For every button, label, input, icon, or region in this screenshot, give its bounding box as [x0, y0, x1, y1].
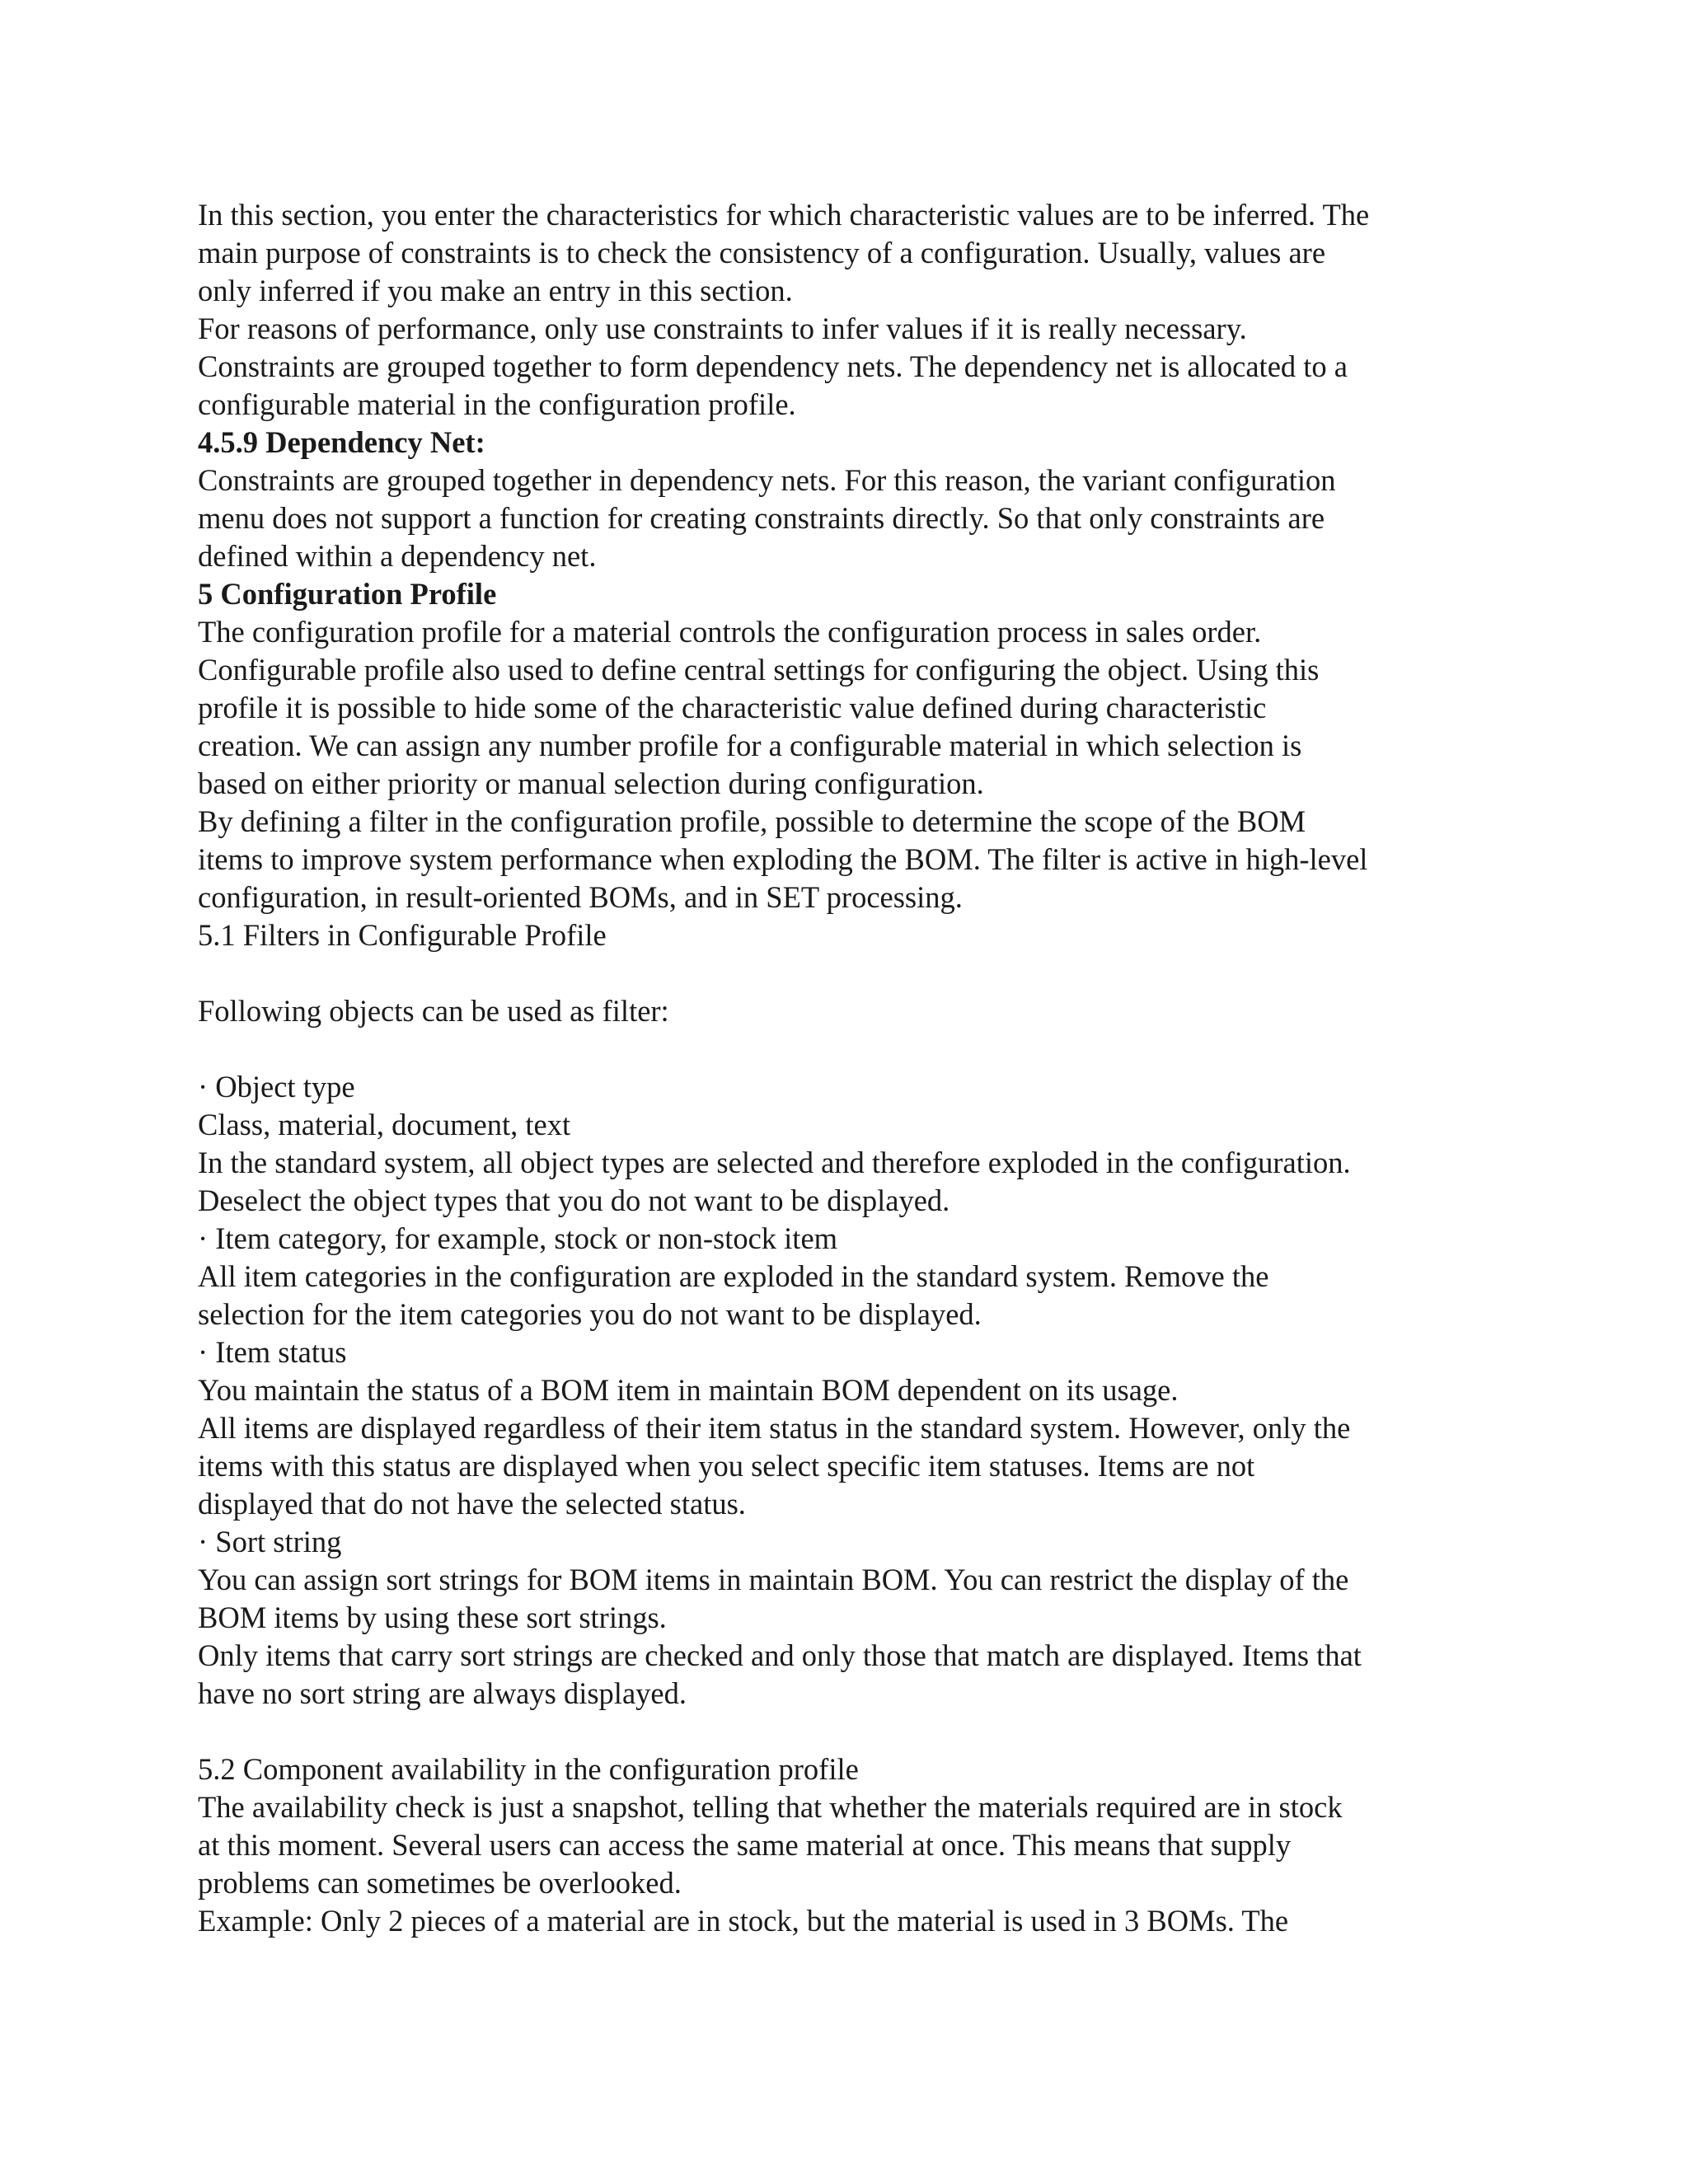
text-line: By defining a filter in the configuration profile, possible to determine the scope of the BOM [198, 804, 1306, 838]
text-line: Deselect the object types that you do not want to be displayed. [198, 1183, 950, 1217]
text-line: configuration, in result-oriented BOMs, and in SET processing. [198, 880, 963, 914]
text-line: · Item category, for example, stock or non-stock item [198, 1221, 838, 1255]
text-line: only inferred if you make an entry in this section. [198, 274, 793, 307]
text-line: BOM items by using these sort strings. [198, 1601, 667, 1634]
text-line: items to improve system performance when exploding the BOM. The filter is active in high-level [198, 842, 1368, 876]
text-line: You can assign sort strings for BOM items in maintain BOM. You can restrict the display of the [198, 1563, 1349, 1596]
text-line: For reasons of performance, only use constraints to infer values if it is really necessary. [198, 312, 1247, 345]
text-line: The configuration profile for a material controls the configuration process in sales order. [198, 615, 1262, 649]
section-heading: 4.5.9 Dependency Net: [198, 425, 485, 459]
text-line: selection for the item categories you do not want to be displayed. [198, 1297, 982, 1331]
text-line: All item categories in the configuration are exploded in the standard system. Remove the [198, 1259, 1269, 1293]
section-heading: 5 Configuration Profile [198, 577, 497, 611]
text-line: Constraints are grouped together in dependency nets. For this reason, the variant configuration [198, 463, 1336, 497]
text-line: · Sort string [198, 1525, 342, 1558]
text-line: defined within a dependency net. [198, 539, 597, 573]
text-line: items with this status are displayed when you select specific item statuses. Items are not [198, 1449, 1255, 1483]
text-line: 5.1 Filters in Configurable Profile [198, 918, 607, 952]
text-line: configurable material in the configuration profile. [198, 387, 796, 421]
text-line: based on either priority or manual selection during configuration. [198, 766, 984, 800]
text-line: · Item status [198, 1335, 347, 1369]
text-line: creation. We can assign any number profile for a configurable material in which selection is [198, 729, 1302, 762]
text-line: have no sort string are always displayed. [198, 1676, 687, 1710]
document-body [198, 196, 1550, 1940]
blank-line [198, 1713, 1550, 1750]
text-line: Configurable profile also used to define central settings for configuring the object. Using this [198, 653, 1320, 687]
blank-line [198, 954, 1550, 992]
text-line: profile it is possible to hide some of the characteristic value defined during characteristic [198, 691, 1267, 724]
blank-line [198, 1030, 1550, 1068]
text-line: All items are displayed regardless of their item status in the standard system. However, only the [198, 1411, 1351, 1445]
text-line: In the standard system, all object types are selected and therefore exploded in the configuration. [198, 1146, 1351, 1179]
text-line: problems can sometimes be overlooked. [198, 1866, 682, 1900]
text-line: main purpose of constraints is to check the consistency of a configuration. Usually, values are [198, 236, 1326, 269]
text-line: Only items that carry sort strings are checked and only those that match are displayed. Items that [198, 1638, 1362, 1672]
text-line: Following objects can be used as filter: [198, 994, 669, 1028]
text-line: displayed that do not have the selected status. [198, 1487, 746, 1521]
text-line: You maintain the status of a BOM item in maintain BOM dependent on its usage. [198, 1373, 1179, 1407]
text-line: Constraints are grouped together to form dependency nets. The dependency net is allocated to a [198, 349, 1348, 383]
text-line: Example: Only 2 pieces of a material are in stock, but the material is used in 3 BOMs. The [198, 1904, 1289, 1938]
text-line: Class, material, document, text [198, 1108, 571, 1141]
text-line: In this section, you enter the characteristics for which characteristic values are to be inferred. The [198, 198, 1370, 232]
text-line: · Object type [198, 1070, 355, 1104]
text-line: The availability check is just a snapshot, telling that whether the materials required are in stock [198, 1790, 1343, 1824]
text-line: menu does not support a function for creating constraints directly. So that only constraints are [198, 501, 1325, 535]
text-line: at this moment. Several users can access the same material at once. This means that supply [198, 1828, 1292, 1862]
text-line: 5.2 Component availability in the configuration profile [198, 1752, 859, 1786]
